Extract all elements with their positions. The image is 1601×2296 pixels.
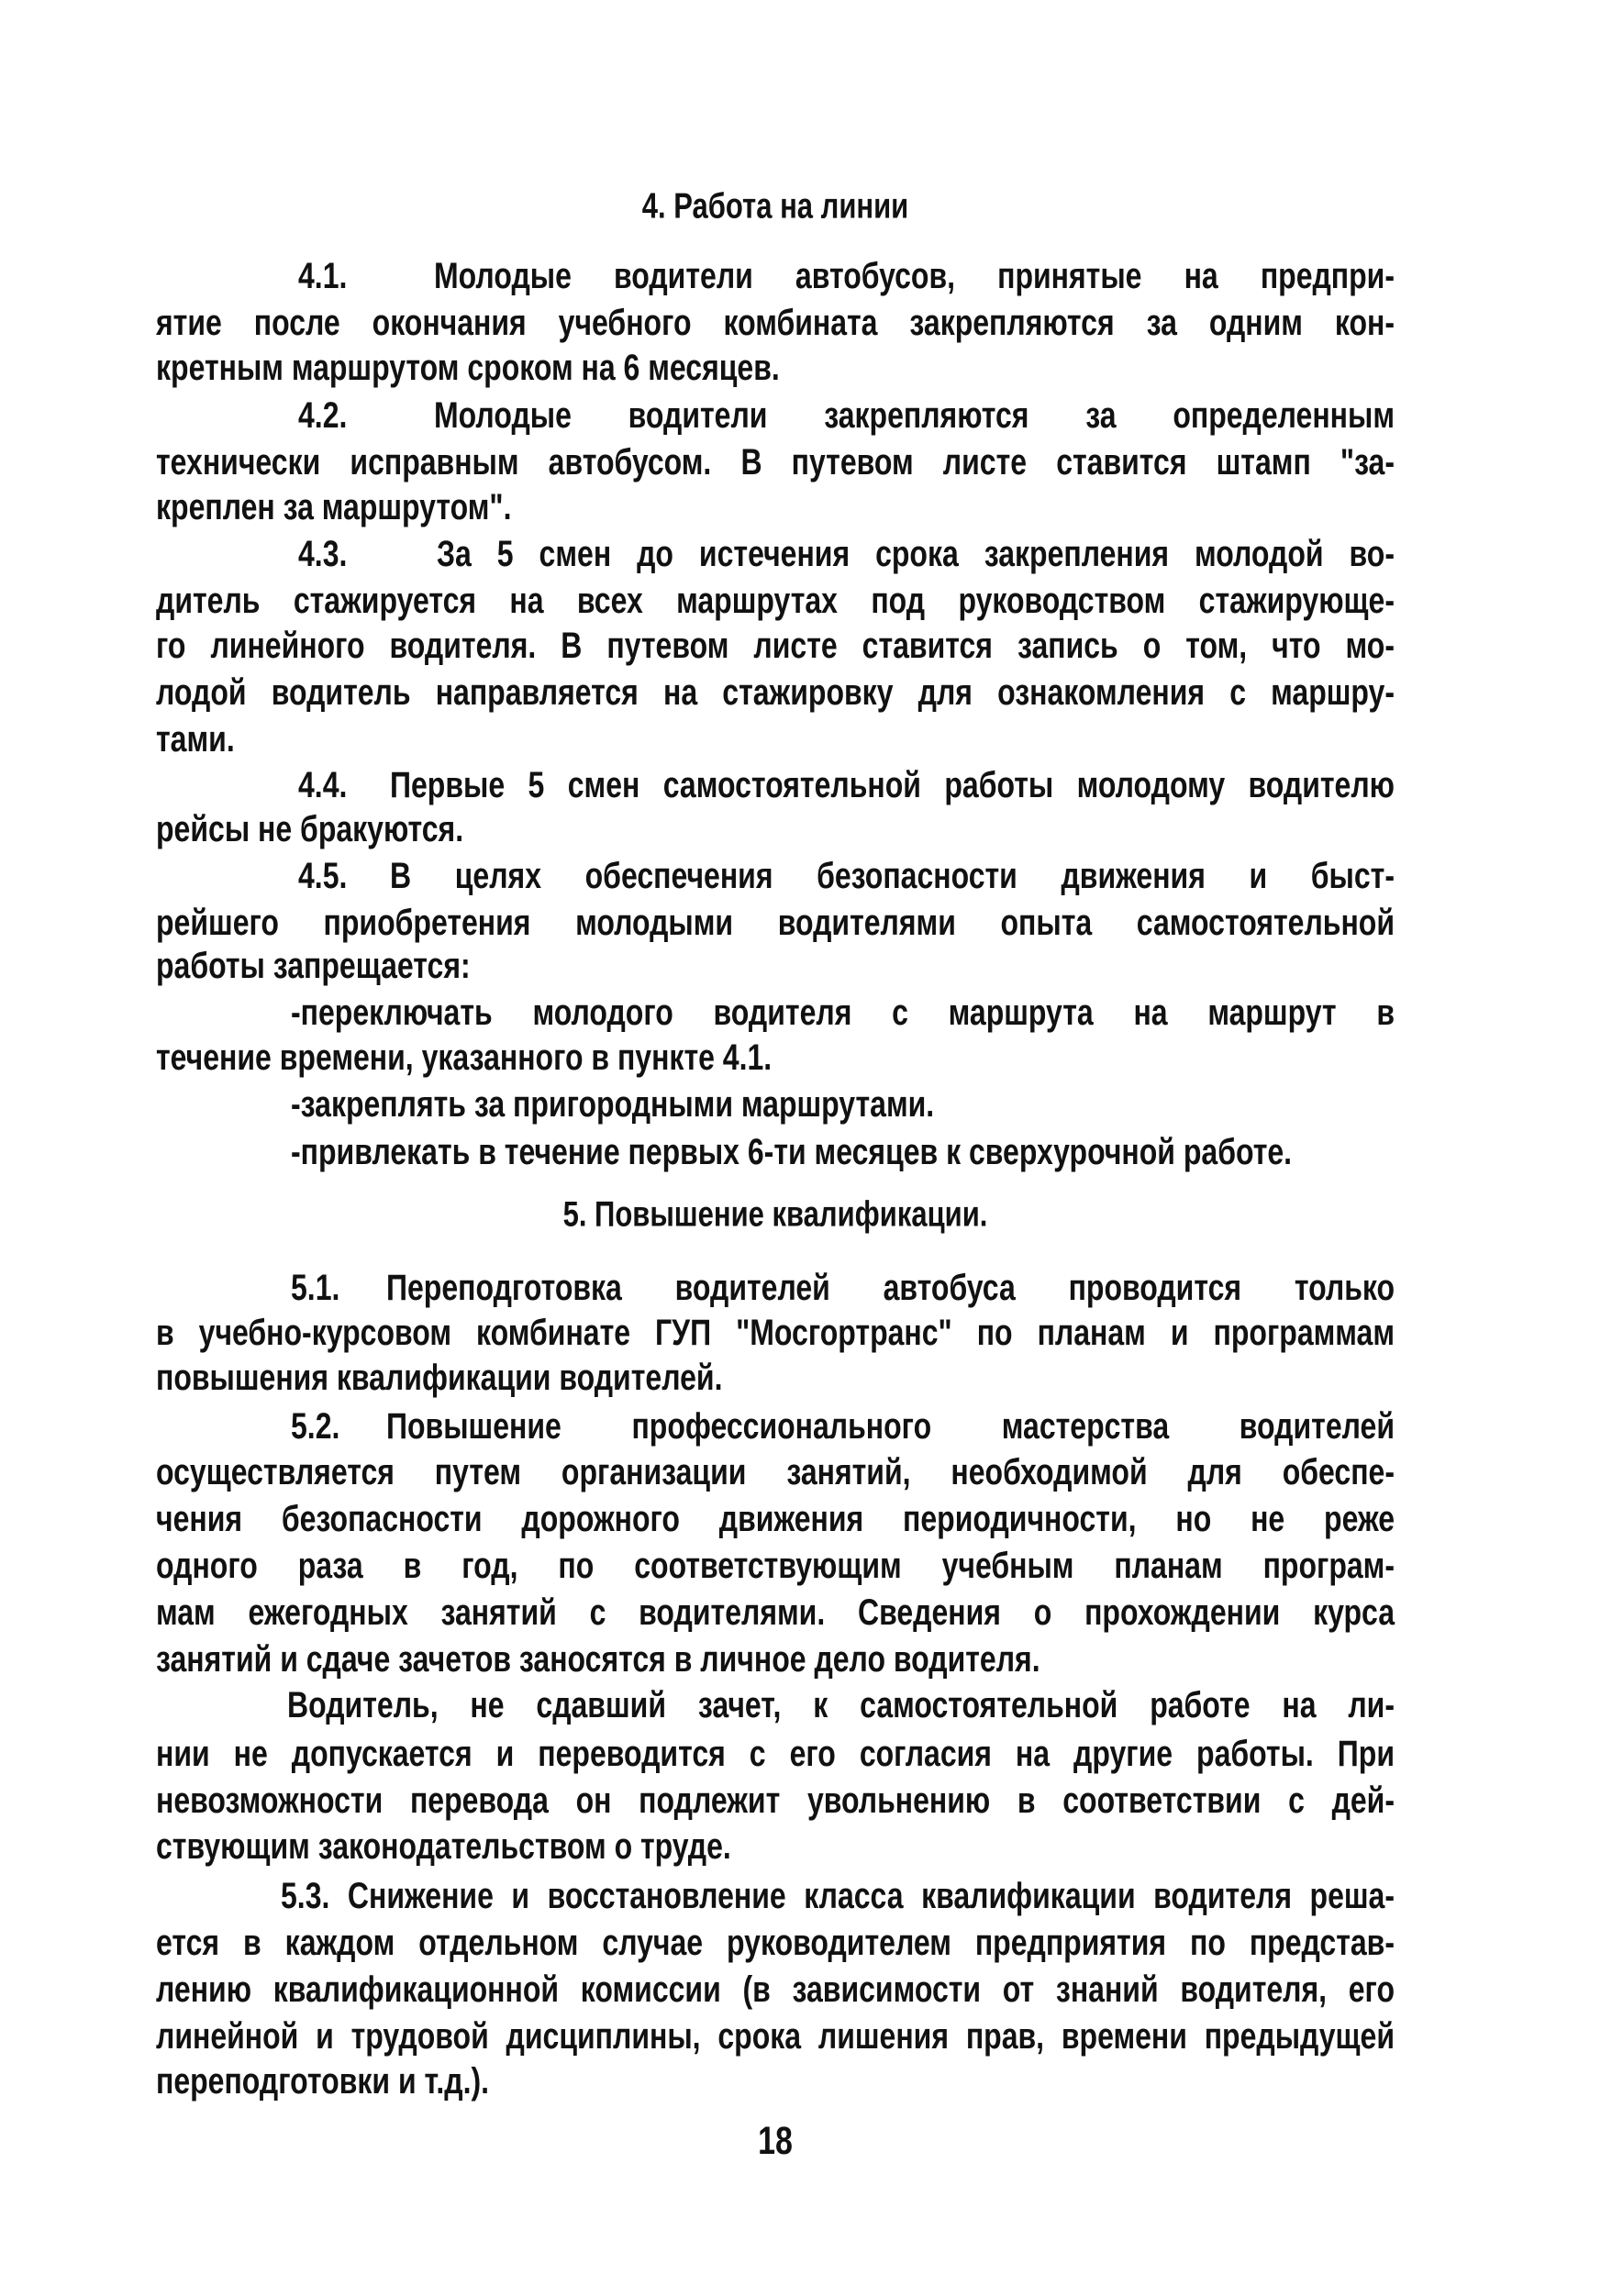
text-line: Переподготовка водителей автобуса проводится только	[386, 1266, 1395, 1308]
text-line: мам ежегодных занятий с водителями. Сведения о прохождении курса	[156, 1591, 1395, 1633]
text-line: линейной и трудовой дисциплины, срока лишения прав, времени предыдущей	[156, 2014, 1395, 2057]
text-line: технически исправным автобусом. В путевом листе ставится штамп "за-	[156, 440, 1395, 482]
text-line: занятий и сдаче зачетов заносятся в личное дело водителя.	[156, 1637, 1040, 1680]
item-number: 5.1.	[291, 1266, 340, 1308]
text-line: В целях обеспечения безопасности движения и быст-	[390, 854, 1395, 896]
text-line: невозможности перевода он подлежит увольнению в соответствии с дей-	[156, 1779, 1395, 1821]
text-line: течение времени, указанного в пункте 4.1.	[156, 1036, 773, 1078]
text-line: осуществляется путем организации занятий, необходимой для обеспе-	[156, 1450, 1395, 1492]
text-line: креплен за маршрутом".	[156, 485, 512, 527]
section-heading: 5. Повышение квалификации.	[562, 1193, 988, 1235]
text-line: в учебно-курсовом комбинате ГУП "Мосгортранс" по планам и программам	[156, 1311, 1395, 1353]
text-line: За 5 смен до истечения срока закрепления молодой во-	[437, 532, 1395, 574]
item-number: 5.2.	[291, 1404, 340, 1447]
item-number: 4.1.	[298, 254, 348, 296]
text-line: чения безопасности дорожного движения периодичности, но не реже	[156, 1497, 1395, 1539]
text-line: 5.3. Снижение и восстановление класса квалификации водителя реша-	[281, 1874, 1395, 1916]
text-line: лению квалификационной комиссии (в зависимости от знаний водителя, его	[156, 1968, 1395, 2010]
text-line: Водитель, не сдавший зачет, к самостоятельной работе на ли-	[287, 1683, 1395, 1725]
text-line: ствующим законодательством о труде.	[156, 1825, 731, 1867]
text-line: переподготовки и т.д.).	[156, 2059, 489, 2102]
text-line: -закреплять за пригородными маршрутами.	[291, 1082, 935, 1125]
text-line: го линейного водителя. В путевом листе ставится запись о том, что мо-	[156, 624, 1395, 666]
text-line: -переключать молодого водителя с маршрута на маршрут в	[291, 991, 1395, 1033]
item-number: 4.4.	[298, 763, 348, 805]
text-line: Первые 5 смен самостоятельной работы молодому водителю	[390, 763, 1395, 805]
text-line: кретным маршрутом сроком на 6 месяцев.	[156, 346, 780, 388]
text-line: -привлекать в течение первых 6-ти месяцев к сверхурочной работе.	[291, 1130, 1293, 1172]
text-line: тами.	[156, 717, 235, 760]
item-number: 4.3.	[298, 532, 348, 574]
item-number: 4.2.	[298, 394, 348, 436]
text-line: дитель стажируется на всех маршрутах под руководством стажирующе-	[156, 579, 1395, 621]
page-number: 18	[758, 2119, 793, 2163]
text-line: одного раза в год, по соответствующим учебным планам програм-	[156, 1544, 1395, 1586]
text-line: Молодые водители закрепляются за определенным	[434, 394, 1395, 436]
text-line: Молодые водители автобусов, принятые на предпри-	[434, 254, 1395, 296]
text-line: нии не допускается и переводится с его согласия на другие работы. При	[156, 1732, 1395, 1774]
text-line: Повышение профессионального мастерства водителей	[386, 1404, 1395, 1447]
text-line: повышения квалификации водителей.	[156, 1356, 723, 1398]
text-line: лодой водитель направляется на стажировку для ознакомления с маршру-	[156, 671, 1395, 713]
text-line: ятие после окончания учебного комбината закрепляются за одним кон-	[156, 301, 1395, 343]
text-line: ется в каждом отдельном случае руководителем предприятия по представ-	[156, 1921, 1395, 1963]
text-line: рейшего приобретения молодыми водителями опыта самостоятельной	[156, 901, 1395, 943]
section-heading: 4. Работа на линии	[641, 185, 909, 227]
text-line: рейсы не бракуются.	[156, 807, 464, 849]
item-number: 4.5.	[298, 854, 348, 896]
text-line: работы запрещается:	[156, 944, 471, 986]
